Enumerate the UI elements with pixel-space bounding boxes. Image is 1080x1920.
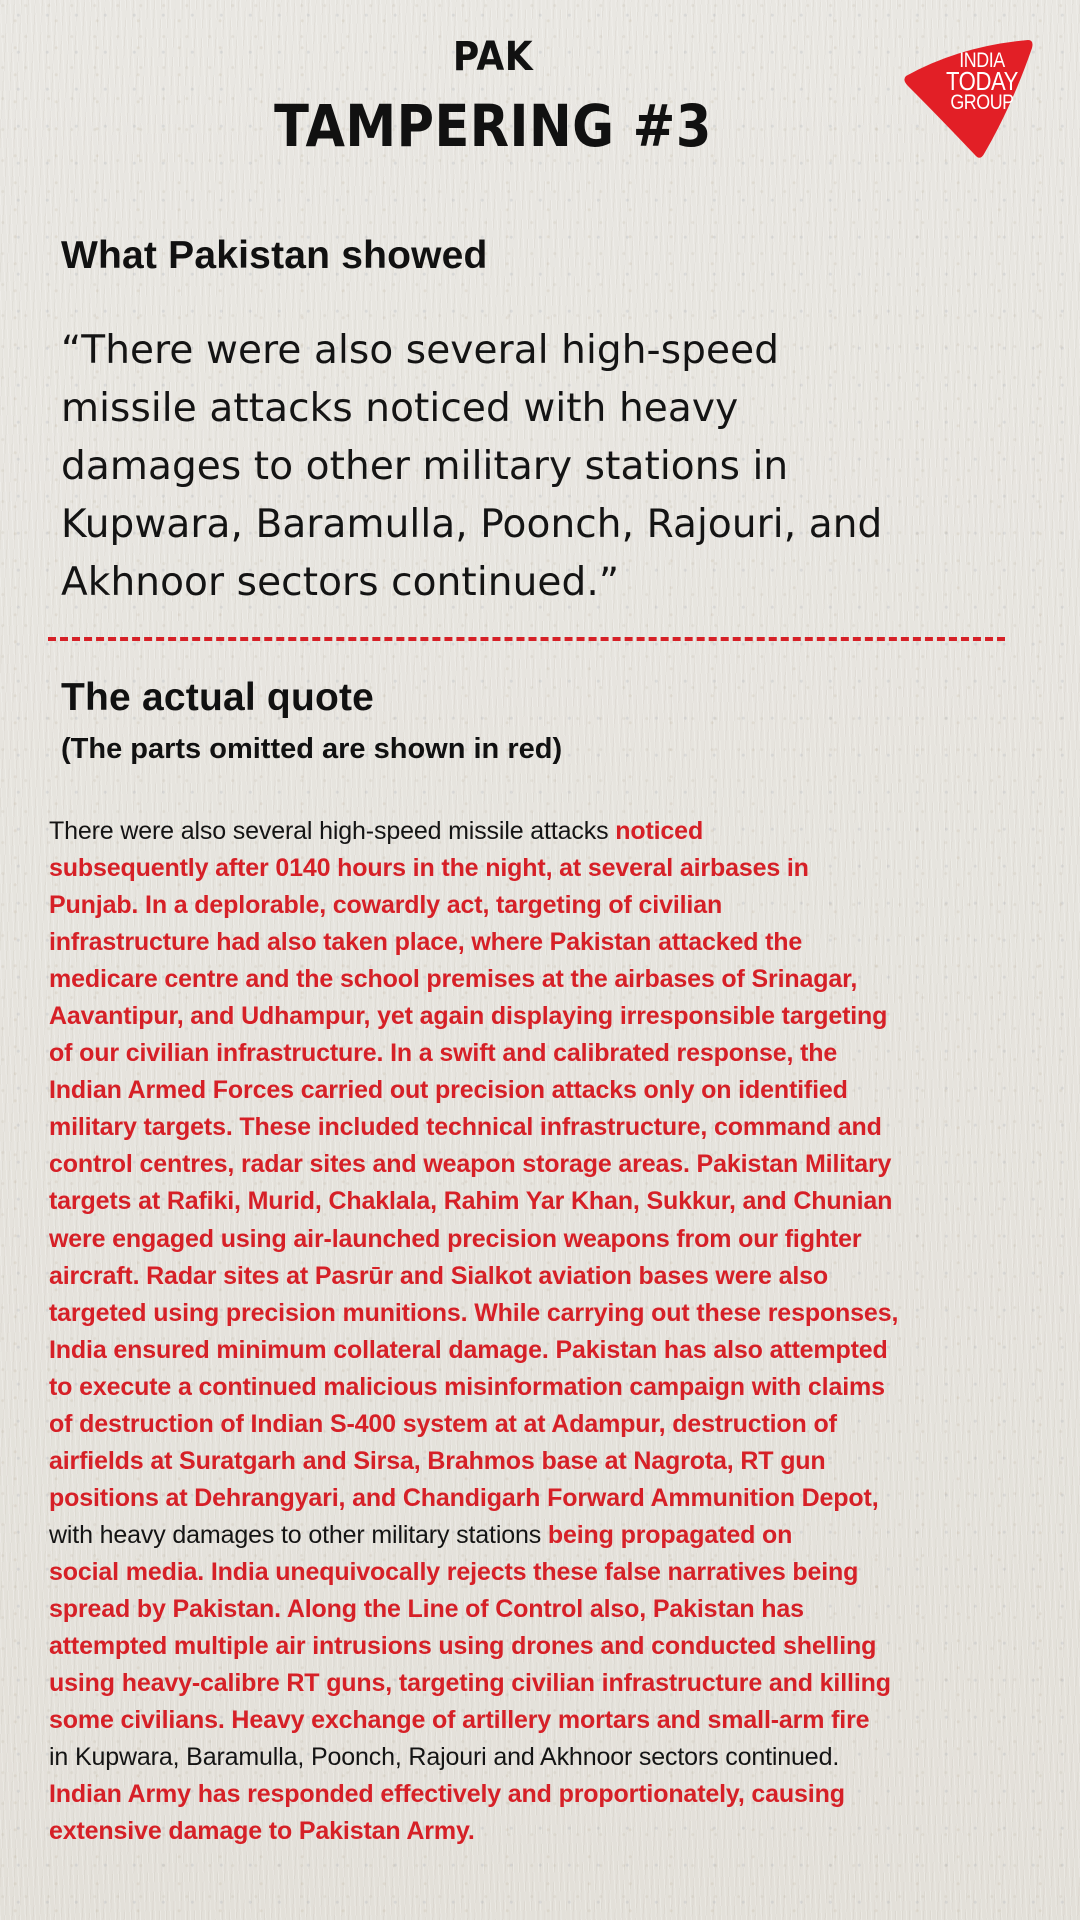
quote-body-line: [49, 1109, 1049, 1146]
quote-body-line: [49, 1813, 1049, 1850]
quote-body-line: [49, 1554, 1049, 1591]
logo-line-1: INDIA: [959, 49, 1005, 72]
omitted-text: noticed: [615, 817, 704, 845]
omitted-text: targeted using precision munitions. While carrying out these responses,: [49, 1298, 899, 1327]
kept-text: in Kupwara, Baramulla, Poonch, Rajouri and Akhnoor sectors continued.: [49, 1743, 840, 1772]
omitted-text: attempted multiple air intrusions using drones and conducted shelling: [49, 1632, 877, 1661]
quote-body-line: [49, 1369, 1049, 1406]
omitted-text: to execute a continued malicious misinformation campaign with claims: [49, 1372, 885, 1401]
quote-body-line: [49, 1628, 1049, 1665]
omitted-text: extensive damage to Pakistan Army.: [49, 1817, 475, 1846]
quote-body-line: [49, 1406, 1049, 1443]
pakistan-quote: [61, 322, 961, 612]
omitted-text: medicare centre and the school premises at the airbases of Srinagar,: [49, 965, 858, 994]
omitted-text: of destruction of Indian S-400 system at at Adampur, destruction of: [49, 1409, 837, 1438]
omitted-text: Indian Army has responded effectively and proportionately, causing: [49, 1780, 845, 1809]
omitted-text: being propagated on: [547, 1520, 793, 1549]
omitted-text: targets at Rafiki, Murid, Chaklala, Rahim Yar Khan, Sukkur, and Chunian: [49, 1187, 893, 1216]
quote-body-line: [49, 1221, 1049, 1258]
quote-body-line: [49, 813, 1049, 850]
quote-body-line: [49, 1480, 1049, 1517]
quote-body-line: [49, 1443, 1049, 1480]
omitted-text: of our civilian infrastructure. In a swift and calibrated response, the: [49, 1039, 838, 1068]
quote-body-line: [49, 1665, 1049, 1702]
kept-text: with heavy damages to other military stations: [49, 1520, 548, 1549]
quote-line: Akhnoor sectors continued.”: [61, 560, 620, 605]
quote-body-line: [49, 1072, 1049, 1109]
quote-body-line: [49, 1591, 1049, 1628]
logo-line-2: TODAY: [946, 66, 1018, 96]
quote-body-line: [49, 961, 1049, 998]
omitted-text: Aavantipur, and Udhampur, yet again displaying irresponsible targeting: [49, 1002, 888, 1031]
omitted-text: social media. India unequivocally rejects these false narratives being: [49, 1557, 859, 1586]
quote-line: missile attacks noticed with heavy: [61, 386, 739, 431]
section-heading-what-pakistan-showed: What Pakistan showed: [61, 234, 488, 277]
omitted-text: control centres, radar sites and weapon storage areas. Pakistan Military: [49, 1150, 892, 1179]
omitted-text: some civilians. Heavy exchange of artillery mortars and small-arm fire: [49, 1706, 870, 1735]
actual-quote-body: [49, 813, 1049, 1850]
india-today-group-logo: [902, 36, 1036, 162]
logo-line-3: GROUP: [950, 91, 1014, 114]
omitted-text: Indian Armed Forces carried out precision attacks only on identified: [49, 1076, 848, 1105]
omitted-text: airfields at Suratgarh and Sirsa, Brahmos base at Nagrota, RT gun: [49, 1446, 826, 1475]
quote-body-line: [49, 1776, 1049, 1813]
quote-line: damages to other military stations in: [61, 444, 789, 489]
quote-line: Kupwara, Baramulla, Poonch, Rajouri, and: [61, 502, 883, 547]
quote-body-line: [49, 1183, 1049, 1220]
quote-body-line: [49, 998, 1049, 1035]
section-heading-actual-quote: The actual quote: [61, 676, 375, 719]
quote-line: “There were also several high-speed: [61, 328, 780, 373]
quote-body-line: [49, 1702, 1049, 1739]
quote-body-line: [49, 1146, 1049, 1183]
dashed-divider: [48, 637, 1005, 641]
quote-body-line: [49, 1035, 1049, 1072]
omitted-text: military targets. These included technical infrastructure, command and: [49, 1113, 882, 1142]
omitted-text: infrastructure had also taken place, where Pakistan attacked the: [49, 928, 803, 957]
section-subheading-legend: (The parts omitted are shown in red): [61, 733, 563, 765]
omitted-text: India ensured minimum collateral damage. Pakistan has also attempted: [49, 1335, 888, 1364]
omitted-text: aircraft. Radar sites at Pasrūr and Sialkot aviation bases were also: [49, 1261, 829, 1290]
quote-body-line: [49, 887, 1049, 924]
quote-body-line: [49, 850, 1049, 887]
omitted-text: subsequently after 0140 hours in the night, at several airbases in: [49, 854, 809, 883]
quote-body-line: [49, 1332, 1049, 1369]
omitted-text: using heavy-calibre RT guns, targeting civilian infrastructure and killing: [49, 1669, 891, 1698]
omitted-text: positions at Dehrangyari, and Chandigarh Forward Ammunition Depot,: [49, 1483, 879, 1512]
page-title: TAMPERING #3: [274, 92, 712, 160]
quote-body-line: [49, 1295, 1049, 1332]
quote-body-line: [49, 1258, 1049, 1295]
omitted-text: Punjab. In a deplorable, cowardly act, targeting of civilian: [49, 891, 723, 920]
quote-body-line: [49, 1517, 1049, 1554]
kept-text: There were also several high-speed missile attacks: [49, 817, 616, 845]
quote-body-line: [49, 1739, 1049, 1776]
kicker-title: PAK: [452, 34, 534, 80]
omitted-text: were engaged using air-launched precision weapons from our fighter: [49, 1224, 862, 1253]
quote-body-line: [49, 924, 1049, 961]
omitted-text: spread by Pakistan. Along the Line of Control also, Pakistan has: [49, 1594, 804, 1623]
